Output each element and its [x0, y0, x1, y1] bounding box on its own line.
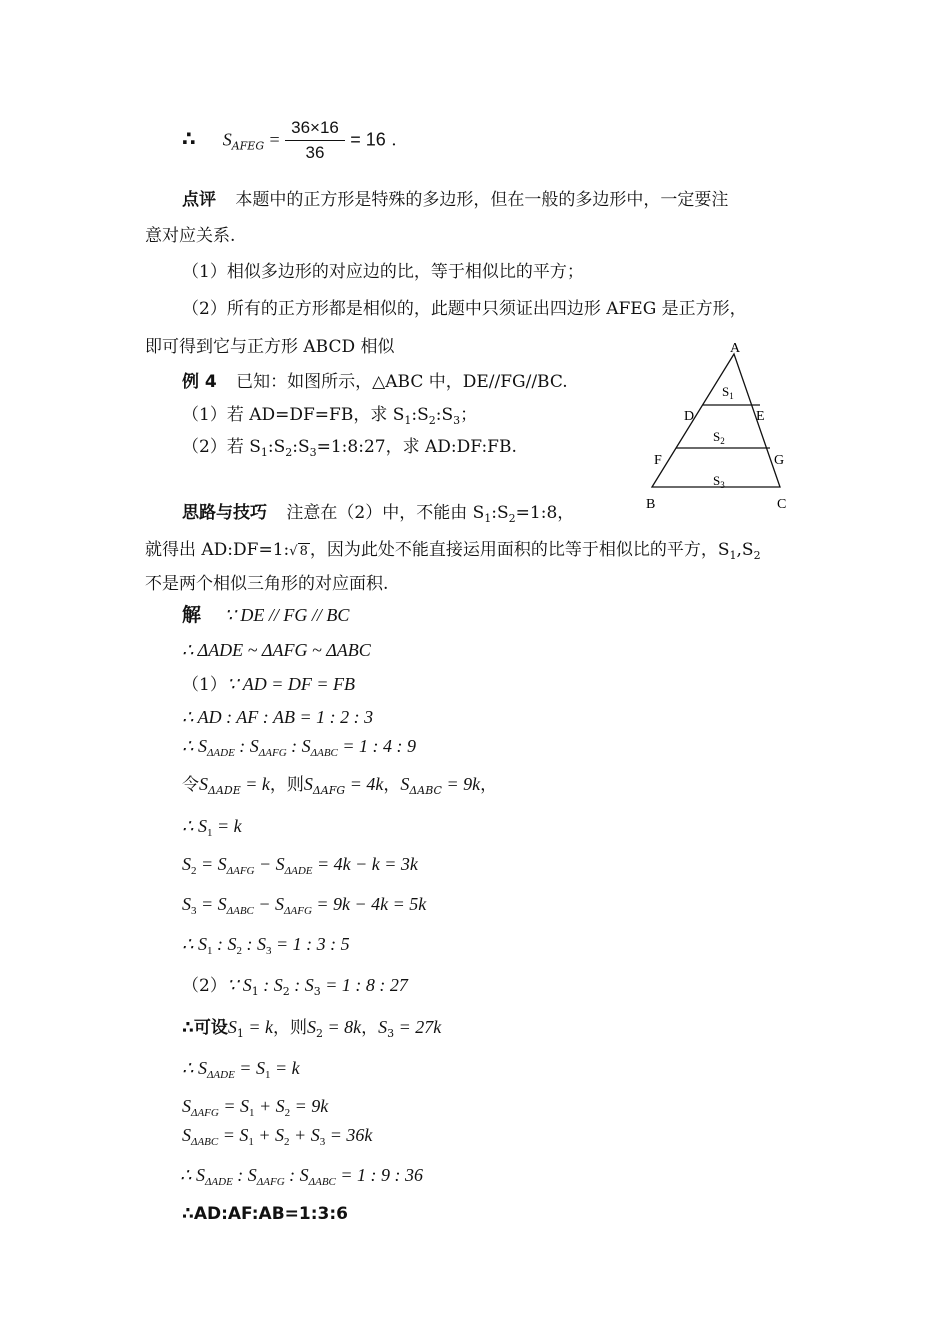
- solution-line-17: ∴AD:AF:AB=1:3:6: [182, 1204, 348, 1224]
- label-f: F: [654, 453, 662, 468]
- comment-line-2: 意对应关系.: [145, 226, 236, 246]
- triangle-figure: [640, 338, 800, 518]
- solution-line-15: $S_{\Delta ABC} = S_1 + S_2 + S_3 = 36k$: [182, 1125, 373, 1148]
- solution-line-6: 令$S_{\Delta ADE} = k$，则$S_{\Delta AFG} = 4k$，$S_{\Delta ABC} = 9k$，: [182, 774, 498, 797]
- idea-line-2: 就得出 AD:DF=1:√ 8 ，因为此处不能直接运用面积的比等于相似比的平方，$S_1,S_2$: [145, 540, 761, 562]
- solution-line-13: ∴ $S_{\Delta ADE} = S_1 = k$: [182, 1058, 300, 1081]
- solution-line-3: （1）∵ AD = DF = FB: [182, 674, 356, 695]
- label-c: C: [777, 497, 787, 512]
- label-e: E: [756, 409, 765, 424]
- solution-line-7: ∴ $S_1 = k$: [182, 816, 242, 839]
- label-g: G: [774, 453, 785, 468]
- example-question-1: （1）若 AD=DF=FB，求 $S_1:S_2:S_3$；: [182, 405, 478, 427]
- solution-line-12: ∴可设$S_1 = k$，则$S_2 = 8k$，$S_3 = 27k$: [182, 1017, 442, 1040]
- label-s2: $S_2$: [713, 429, 725, 446]
- comment-item-2: （2）所有的正方形都是相似的，此题中只须证出四边形 AFEG 是正方形，: [182, 299, 747, 319]
- label-s3: $S_3$: [713, 473, 725, 490]
- label-d: D: [684, 409, 695, 424]
- solution-line-8: $S_2 = S_{\Delta AFG} - S_{\Delta ADE} = 4k - k = 3k$: [182, 854, 418, 877]
- solution-line-16: ∴ $S_{\Delta ADE}$ : $S_{\Delta AFG}$ : $S_{\Delta ABC} = 1$ : 9 : 36: [180, 1165, 424, 1188]
- comment-line-1: 点评 本题中的正方形是特殊的多边形，但在一般的多边形中，一定要注: [182, 190, 729, 210]
- idea-line-1: 思路与技巧 注意在（2）中，不能由 $S_1:S_2=1:8$，: [182, 503, 575, 525]
- solution-line-10: ∴ $S_1$ : $S_2$ : $S_3 = 1$ : 3 : 5: [182, 934, 350, 957]
- example-title: 例 4 已知：如图所示，△ABC 中，DE//FG//BC.: [182, 372, 568, 392]
- fraction: $\frac{36\times 16}{36}$: [285, 118, 345, 164]
- solution-line-14: $S_{\Delta AFG} = S_1 + S_2 = 9k$: [182, 1096, 329, 1119]
- solution-line-9: $S_3 = S_{\Delta ABC} - S_{\Delta AFG} = 9k - 4k = 5k$: [182, 894, 427, 917]
- solution-line-1: 解 ∵ DE // FG // BC: [182, 604, 350, 626]
- comment-item-1: （1）相似多边形的对应边的比，等于相似比的平方；: [182, 262, 584, 282]
- solution-line-4: ∴ AD : AF : AB = 1 : 2 : 3: [182, 707, 374, 727]
- example-question-2: （2）若 $S_1:S_2:S_3=1:8:27$，求 AD:DF:FB.: [182, 437, 517, 459]
- label-b: B: [646, 497, 656, 512]
- formula-afeg-area: ∴ $S_{AFEG}$ = $\frac{36\times 16}{36}$ = 16 .: [182, 118, 397, 163]
- label-a: A: [730, 341, 741, 356]
- idea-line-3: 不是两个相似三角形的对应面积.: [145, 574, 389, 594]
- solution-line-5: ∴ $S_{\Delta ADE}$ : $S_{\Delta AFG}$ : $S_{\Delta ABC} = 1$ : 4 : 9: [182, 736, 417, 759]
- solution-line-11: （2）∵ $S_1$ : $S_2$ : $S_3 = 1$ : 8 : 27: [182, 975, 408, 998]
- label-s1: $S_1$: [722, 384, 734, 401]
- solution-line-2: ∴ ΔADE ~ ΔAFG ~ ΔABC: [182, 640, 371, 660]
- comment-item-2-cont: 即可得到它与正方形 ABCD 相似: [145, 337, 395, 357]
